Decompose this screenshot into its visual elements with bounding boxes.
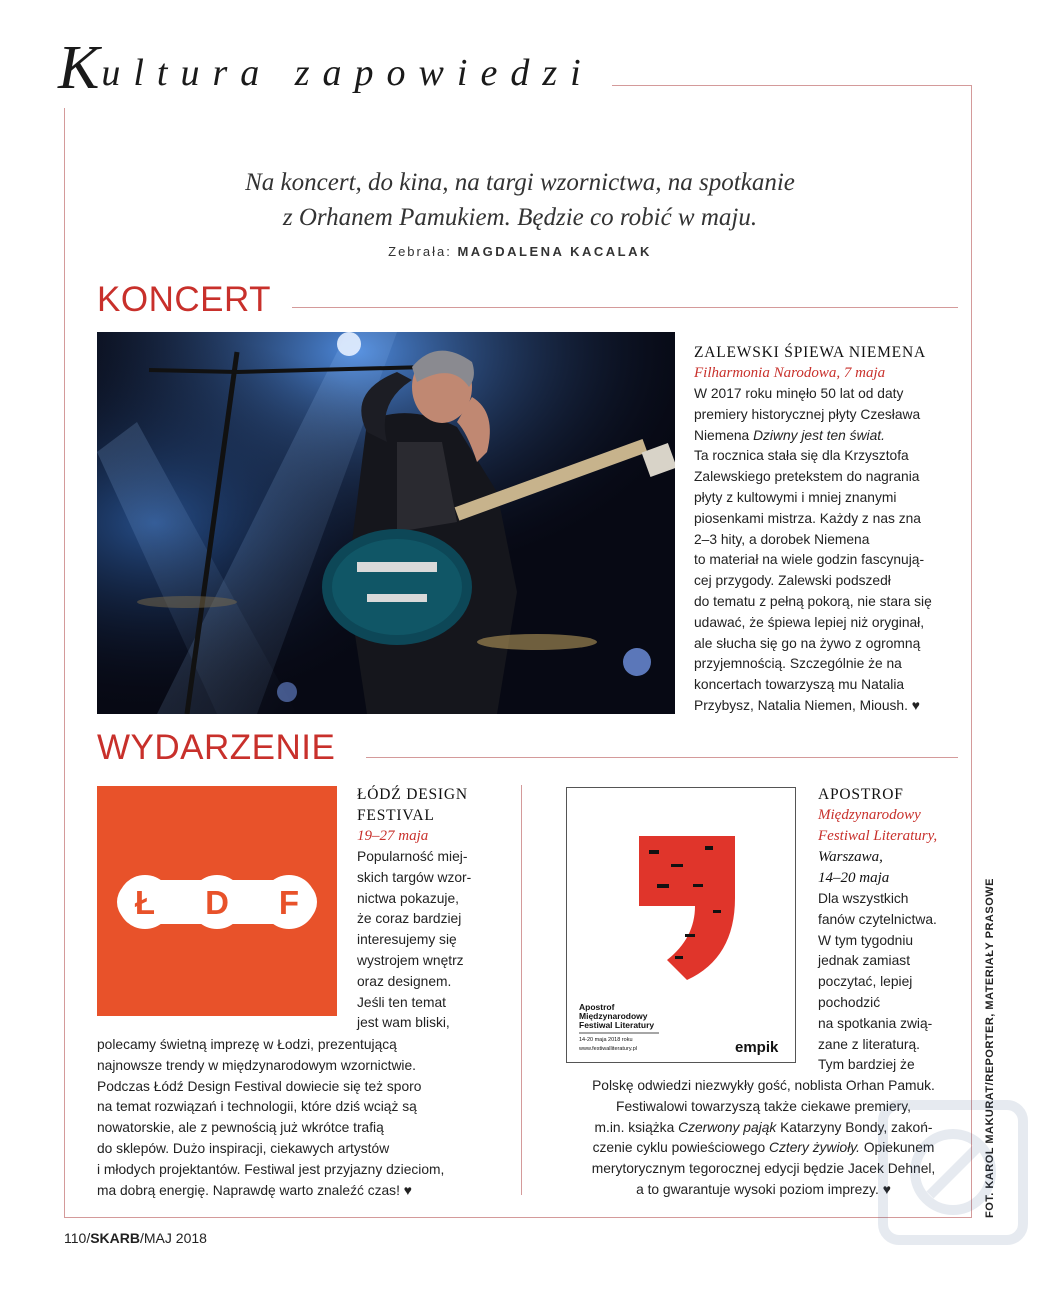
footer-separator: / (140, 1230, 144, 1246)
empik-logo: empik (735, 1039, 779, 1056)
apostrof-title: APOSTROF (818, 786, 904, 803)
concert-line: ale słucha się go na żywo z ogromną (694, 635, 921, 651)
album-title: Dziwny jest ten świat. (753, 427, 885, 443)
title-initial: K (58, 34, 100, 102)
concert-line: koncertach towarzyszą mu Natalia (694, 677, 905, 693)
apostrof-line-text: czenie cyklu powieściowego (592, 1140, 766, 1156)
apostrof-dates: 14–20 maja (818, 870, 890, 886)
concert-line: to materiał na wiele godzin fascynują- (694, 552, 925, 568)
concert-line: przyjemnością. Szczególnie że na (694, 656, 902, 672)
ldf-line: najnowsze trendy w międzynarodowym wzornictwie. (97, 1057, 416, 1073)
concert-line: cej przygody. Zalewski podszedł (694, 573, 891, 589)
concert-photo (97, 332, 675, 714)
apostrof-line: jednak zamiast (818, 953, 911, 969)
ldf-line: jest wam bliski, (357, 1015, 450, 1031)
ldf-line: nictwa pokazuje, (357, 890, 460, 906)
apostrof-line: W tym tygodniu (818, 932, 914, 948)
lead-line-1: Na koncert, do kina, na targi wzornictwa, na spotkanie (245, 169, 795, 196)
ldf-line: skich targów wzor- (357, 869, 472, 885)
ldf-line: że coraz bardziej (357, 911, 462, 927)
ldf-line: Podczas Łódź Design Festival dowiecie się też sporo (97, 1078, 422, 1094)
ldf-line: oraz designem. (357, 973, 452, 989)
apostrof-line: a to gwarantuje wysoki poziom imprezy. ♥ (636, 1181, 891, 1197)
apostrof-sub-1: Międzynarodowy (818, 807, 921, 823)
ldf-body-narrow (357, 847, 507, 1034)
section-rule-concert (292, 307, 958, 308)
concert-venue: Filharmonia Narodowa, 7 maja (694, 365, 886, 381)
ldf-line: Popularność miej- (357, 849, 468, 864)
stage-light (623, 648, 651, 676)
magazine-name: SKARB (90, 1230, 140, 1246)
ldf-line: Jeśli ten temat (357, 994, 446, 1010)
concert-line (694, 426, 964, 447)
apostrof-body-narrow (818, 889, 966, 1076)
ldf-line: ma dobrą energię. Naprawdę warto znaleźć czas! ♥ (97, 1182, 412, 1198)
book-title: Cztery żywioły. (769, 1140, 860, 1156)
byline-label: Zebrała: (388, 244, 452, 259)
apostrof-line: pochodzić (818, 994, 881, 1010)
stage-light (337, 332, 361, 356)
watermark-logo (878, 1100, 1028, 1245)
apostrof-article (818, 784, 966, 1076)
poster-line-1: Apostrof (579, 1002, 615, 1012)
poster-line-4: 14-20 maja 2018 roku (579, 1037, 633, 1043)
poster-line-2: Międzynarodowy (579, 1011, 648, 1021)
apostrof-line: Polskę odwiedzi niezwykły gość, noblista Orhan Pamuk. (592, 1078, 935, 1093)
ldf-letter-2: D (205, 884, 229, 921)
ldf-article (357, 784, 507, 1034)
ldf-title-2: FESTIVAL (357, 807, 435, 824)
apostrof-line: fanów czytelnictwa. (818, 911, 937, 927)
book-title: Czerwony pająk (678, 1119, 777, 1135)
page-footer (64, 1230, 207, 1246)
ldf-title-1: ŁÓDŹ DESIGN (357, 786, 468, 803)
apostrof-line: poczytać, lepiej (818, 974, 913, 990)
ldf-line: nowatorskie, ale z pewnością już wkrótce trafią (97, 1120, 384, 1136)
poster-line-5: www.festiwalliteratury.pl (579, 1046, 637, 1052)
apostrof-poster (566, 787, 796, 1063)
poster-line-3: Festiwal Literatury (579, 1020, 655, 1030)
apostrof-line: Dla wszystkich (818, 891, 909, 906)
page-number: 110 (64, 1230, 87, 1246)
concert-line: piosenkami mistrza. Każdy z nas zna (694, 510, 921, 526)
concert-line: W 2017 roku minęło 50 lat od daty (694, 386, 904, 401)
section-rule-event (366, 757, 958, 758)
concert-title: ZALEWSKI ŚPIEWA NIEMENA (694, 344, 926, 361)
apostrof-line-text: m.in. książka (594, 1119, 675, 1135)
stage-light (277, 682, 297, 702)
concert-line: 2–3 hity, a dorobek Niemena (694, 531, 870, 547)
ldf-line: i młodych projektantów. Festiwal jest przyjazny dzieciom, (97, 1161, 445, 1177)
lead-text (150, 165, 890, 235)
section-heading-event: WYDARZENIE (97, 728, 336, 767)
concert-line: płyty z kultowymi i mniej znanymi (694, 489, 897, 505)
concert-article (694, 342, 964, 717)
concert-line: Przybysz, Natalia Niemen, Mioush. ♥ (694, 697, 920, 713)
ldf-letter-1: Ł (134, 884, 156, 921)
ldf-body-wide (97, 1035, 517, 1201)
concert-line: Ta rocznica stała się dla Krzysztofa (694, 448, 909, 464)
photo-credit: FOT. KAROL MAKURAT/REPORTER, MATERIAŁY PRASOWE (984, 878, 996, 1218)
ldf-line: do sklepów. Dużo inspiracji, ciekawych artystów (97, 1140, 390, 1156)
ldf-line: wystrojem wnętrz (357, 952, 464, 968)
apostrof-line: merytorycznym tegorocznej edycji będzie Jacek Dehnel, (591, 1161, 936, 1177)
apostrof-line: zane z literaturą. (818, 1036, 920, 1052)
ldf-logo-mark (97, 786, 337, 1016)
byline-name: MAGDALENA KACALAK (457, 244, 652, 259)
lead-line-2: z Orhanem Pamukiem. Będzie co robić w maju. (282, 204, 758, 231)
ldf-line: polecamy świetną imprezę w Łodzi, prezentującą (97, 1037, 397, 1052)
concert-line-text: Niemena (694, 427, 750, 443)
apostrof-line: Festiwalowi towarzyszą także ciekawe premiery, (616, 1098, 911, 1114)
byline (150, 244, 890, 259)
apostrof-line-text: Opiekunem (863, 1140, 935, 1156)
apostrof-line: na spotkania zwią- (818, 1015, 933, 1031)
ldf-line: na temat rozwiązań i technologii, które dziś wciąż są (97, 1099, 417, 1115)
page-title (58, 28, 612, 108)
apostrof-line-text: Katarzyny Bondy, zakoń- (780, 1119, 933, 1135)
ldf-logo (97, 786, 337, 1016)
apostrof-city: Warszawa, (818, 849, 883, 865)
apostrof-poster-art (567, 788, 795, 1062)
concert-line: Zalewskiego pretekstem do nagrania (694, 469, 920, 485)
concert-photo-illustration (97, 332, 675, 714)
ldf-dates: 19–27 maja (357, 828, 429, 844)
column-divider (521, 785, 522, 1195)
apostrof-sub-2: Festiwal Literatury, (818, 828, 938, 844)
concert-line: udawać, że śpiewa lepiej niż oryginał, (694, 614, 925, 630)
footer-separator: / (86, 1230, 91, 1246)
concert-body (694, 384, 964, 717)
section-heading-concert: KONCERT (97, 280, 271, 319)
ldf-letter-3: F (278, 884, 300, 921)
issue-date: MAJ 2018 (143, 1230, 207, 1246)
concert-line: premiery historycznej płyty Czesława (694, 406, 921, 422)
title-rest: ultura zapowiedzi (101, 52, 594, 94)
concert-line: do tematu z pełną pokorą, nie stara się (694, 593, 932, 609)
apostrof-line: Tym bardziej że (818, 1057, 915, 1073)
ldf-line: interesujemy się (357, 932, 457, 948)
